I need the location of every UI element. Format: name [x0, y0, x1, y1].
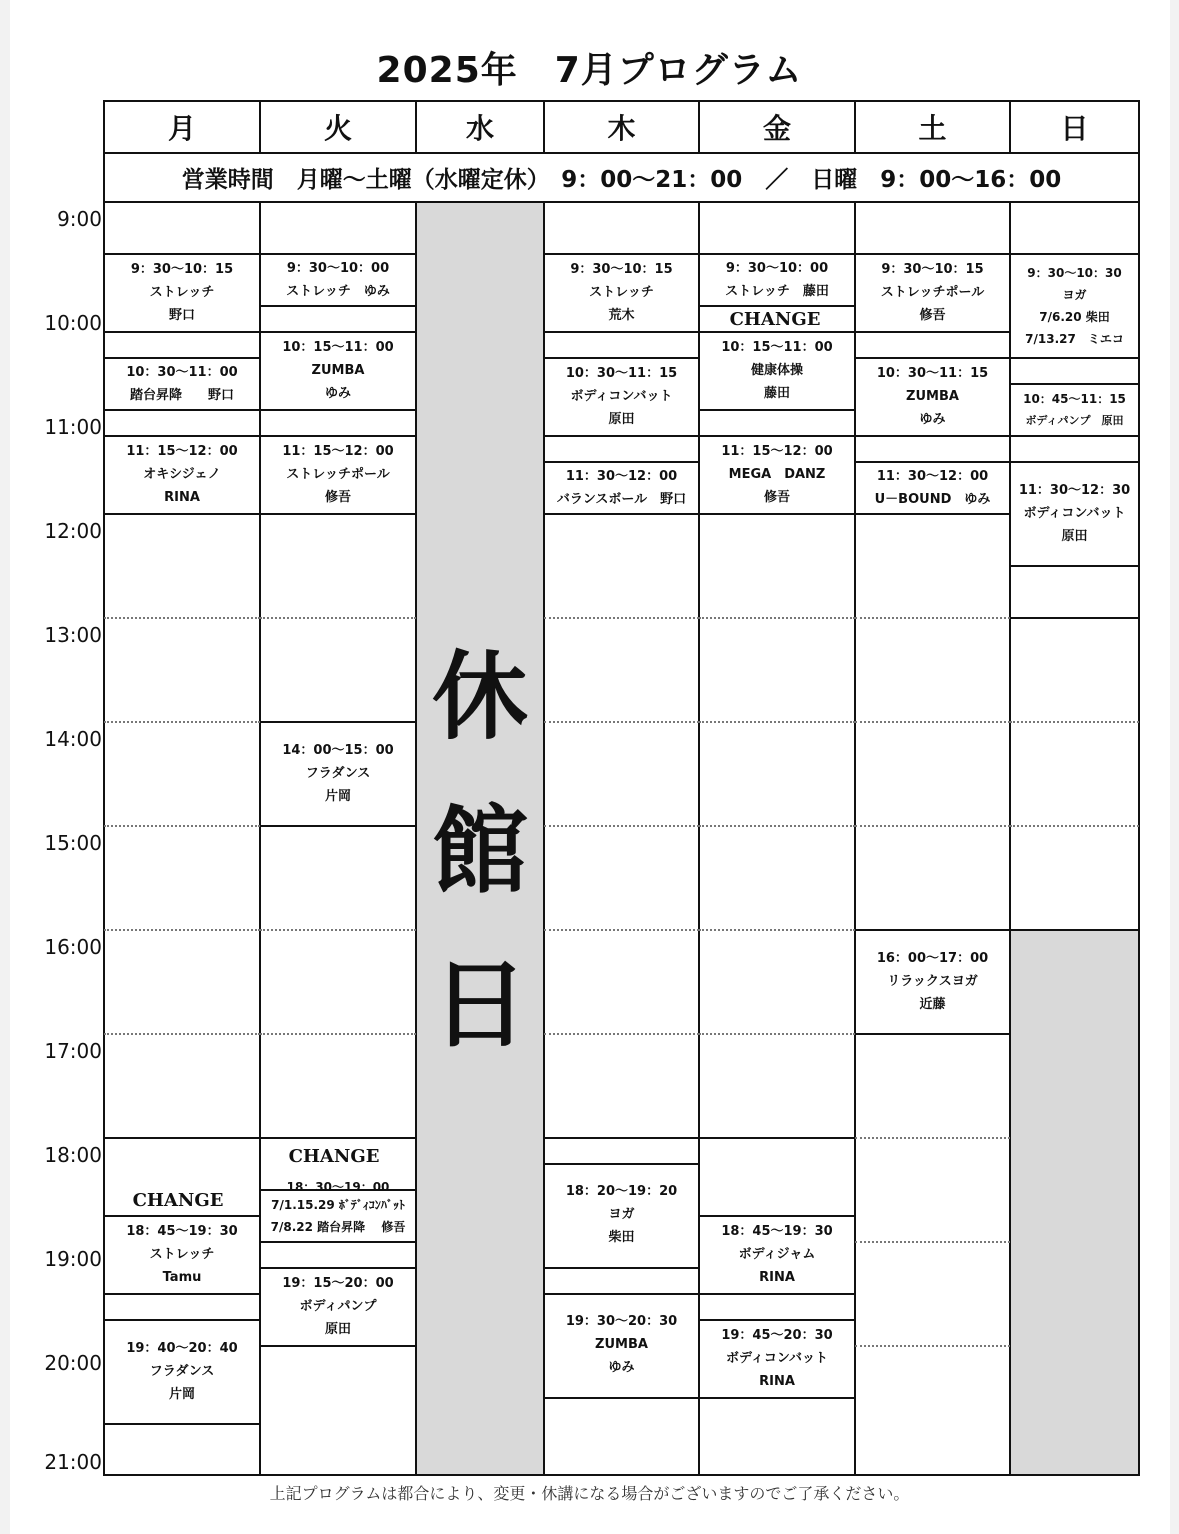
class-time: 11：30～12：00 — [876, 468, 989, 484]
class-name: ストレッチポール — [880, 285, 985, 300]
class-name: ZUMBA — [906, 389, 959, 404]
class-block-sat-2 — [855, 358, 1010, 435]
class-time: 10：15～11：00 — [721, 340, 833, 355]
class-block-tue-3 — [260, 436, 416, 513]
class-block-fri-3 — [699, 436, 855, 513]
closed-char: 館 — [432, 795, 528, 907]
class-time: 18：45～19：30 — [721, 1224, 833, 1239]
class-block-fri-2 — [699, 332, 855, 409]
class-instructor: 荒木 — [608, 308, 635, 323]
class-block-tue-4 — [260, 722, 416, 825]
time-label: 10:00 — [44, 311, 102, 335]
change-label: CHANGE — [132, 1190, 224, 1211]
class-time: 18：20～19：20 — [565, 1184, 678, 1199]
class-instructor: 原田 — [1061, 529, 1088, 544]
class-name: ボディコンバット — [725, 1351, 829, 1366]
class-block-mon-3 — [104, 436, 260, 513]
change-label: CHANGE — [729, 309, 821, 330]
time-label: 13:00 — [44, 623, 102, 647]
class-block-mon-1 — [104, 254, 260, 331]
class-block-sun-1 — [1010, 254, 1139, 357]
class-name: MEGA DANZ — [728, 467, 826, 482]
class-block-mon-2 — [104, 358, 260, 409]
class-time: 11：15～12：00 — [126, 444, 238, 459]
class-time: 10：30～11：15 — [876, 366, 989, 381]
class-time: 9：30～10：30 — [1027, 265, 1122, 280]
class-name: 健康体操 — [750, 363, 803, 378]
class-name: フラダンス — [149, 1364, 215, 1379]
footnote: 上記プログラムは都合により、変更・休講になる場合がございますのでご了承ください。 — [269, 1484, 910, 1503]
sunday-closed-area — [1011, 930, 1138, 1475]
class-instructor: ゆみ — [919, 412, 946, 427]
class-name: ストレッチ 藤田 — [725, 283, 829, 299]
class-instructor: Tamu — [162, 1270, 202, 1285]
class-time: 11：15～12：00 — [721, 444, 833, 459]
class-time: 19：45～20：30 — [721, 1328, 833, 1343]
class-name: ストレッチポール — [286, 467, 390, 482]
class-name: ボディパンプ 原田 — [1025, 413, 1124, 427]
class-time: 9：30～10：00 — [725, 260, 829, 276]
day-header-fri: 金 — [762, 112, 791, 145]
class-name: 踏台昇降 野口 — [129, 387, 234, 403]
class-block-thu-2 — [544, 358, 699, 435]
class-instructor: 野口 — [168, 308, 195, 323]
time-label: 11:00 — [44, 415, 102, 439]
class-instructor: ゆみ — [608, 1360, 635, 1375]
class-block-sat-1 — [855, 254, 1010, 331]
class-block-mon-5 — [104, 1320, 260, 1423]
class-time: 11：30～12：00 — [565, 468, 678, 484]
class-block-thu-3 — [544, 462, 699, 513]
closed-day-label — [418, 620, 542, 1082]
class-note: 7/6.20 柴田 — [1039, 309, 1110, 324]
time-label: 16:00 — [44, 935, 102, 959]
class-block-tue-5 — [260, 1190, 416, 1241]
class-time: 11：30～12：30 — [1018, 483, 1131, 498]
class-instructor: 修吾 — [324, 490, 351, 505]
class-time: 19：40～20：40 — [126, 1341, 238, 1356]
class-name: フラダンス — [305, 766, 371, 781]
closed-char: 休 — [432, 641, 528, 753]
class-time: 10：45～11：15 — [1023, 391, 1126, 406]
class-note: 7/1.15.29 ﾎﾞﾃﾞｨｺﾝﾊﾞｯﾄ — [271, 1197, 405, 1212]
class-name: オキシジェノ — [143, 467, 221, 482]
time-label: 15:00 — [44, 831, 102, 855]
class-time: 10：15～11：00 — [282, 340, 394, 355]
closed-char: 日 — [432, 949, 528, 1061]
class-block-fri-5 — [699, 1320, 855, 1397]
day-header-wed: 水 — [465, 112, 494, 145]
day-header-sat: 土 — [918, 112, 947, 145]
time-label: 12:00 — [44, 519, 102, 543]
class-block-tue-2 — [260, 332, 416, 409]
class-instructor: 柴田 — [608, 1230, 635, 1245]
class-time-partial: 18：30～19：00 — [286, 1180, 390, 1190]
class-name: リラックスヨガ — [887, 974, 978, 989]
class-instructor: 近藤 — [919, 997, 946, 1012]
class-block-mon-4 — [104, 1216, 260, 1293]
change-label: CHANGE — [288, 1146, 380, 1167]
class-instructor: 原田 — [324, 1322, 351, 1337]
page-title: 2025年 7月プログラム — [376, 50, 803, 91]
class-instructor: 片岡 — [168, 1387, 195, 1402]
class-name: ボディコンバット — [1023, 506, 1126, 521]
class-name: ストレッチ — [149, 1247, 215, 1262]
class-block-thu-1 — [544, 254, 699, 331]
class-time: 18：45～19：30 — [126, 1224, 238, 1239]
class-block-fri-1 — [699, 254, 855, 305]
class-time: 19：15～20：00 — [282, 1276, 394, 1291]
class-instructor: 片岡 — [324, 789, 351, 804]
class-name: U－BOUND ゆみ — [874, 491, 991, 507]
class-block-sat-3 — [855, 462, 1010, 513]
class-instructor: RINA — [164, 490, 200, 505]
class-instructor: 藤田 — [763, 386, 790, 401]
time-label: 9:00 — [57, 207, 102, 231]
day-header-tue: 火 — [323, 112, 352, 145]
class-name: ストレッチ ゆみ — [286, 283, 390, 299]
class-instructor: 修吾 — [763, 490, 790, 505]
class-time: 10：30～11：15 — [565, 366, 678, 381]
class-block-tue-1 — [260, 254, 416, 305]
class-instructor: RINA — [759, 1270, 795, 1285]
class-name: ヨガ — [608, 1207, 635, 1222]
class-instructor: RINA — [759, 1374, 795, 1389]
class-name: ボディコンバット — [570, 389, 673, 404]
day-header-thu: 木 — [607, 112, 636, 145]
day-header-mon: 月 — [167, 112, 196, 145]
class-block-sun-2 — [1010, 384, 1139, 435]
class-name: ヨガ — [1062, 287, 1087, 302]
class-time: 9：30～10：15 — [570, 262, 673, 277]
time-label: 20:00 — [44, 1351, 102, 1375]
class-time: 10：30～11：00 — [126, 364, 238, 380]
class-block-tue-6 — [260, 1268, 416, 1345]
time-label: 17:00 — [44, 1039, 102, 1063]
class-name: ボディパンプ — [299, 1299, 377, 1314]
day-header-sun: 日 — [1060, 112, 1089, 145]
class-name: ストレッチ — [589, 285, 654, 300]
class-name: バランスボール 野口 — [556, 491, 687, 507]
class-time: 9：30～10：15 — [881, 262, 984, 277]
class-name: ボディジャム — [738, 1247, 816, 1262]
class-block-fri-4 — [699, 1216, 855, 1293]
class-block-sun-3 — [1010, 462, 1139, 565]
class-time: 19：30～20：30 — [565, 1314, 678, 1329]
time-label: 18:00 — [44, 1143, 102, 1167]
class-instructor: ゆみ — [324, 386, 351, 401]
class-block-sat-4 — [855, 930, 1010, 1033]
time-label: 21:00 — [44, 1450, 102, 1474]
class-name: ZUMBA — [311, 363, 365, 378]
class-name: ZUMBA — [595, 1337, 648, 1352]
class-note: 7/13.27 ミエコ — [1025, 331, 1124, 346]
class-block-thu-5 — [544, 1294, 699, 1413]
time-label: 19:00 — [44, 1247, 102, 1271]
class-note: 7/8.22 踏台昇降 修吾 — [270, 1219, 406, 1234]
class-time: 11：15～12：00 — [282, 444, 394, 459]
class-block-thu-4 — [544, 1164, 699, 1283]
time-label: 14:00 — [44, 727, 102, 751]
class-time: 16：00～17：00 — [876, 951, 989, 966]
business-hours: 営業時間 月曜～土曜（水曜定休） 9：00～21：00 ／ 日曜 9：00～16：00 — [181, 166, 1062, 193]
class-time: 14：00～15：00 — [282, 743, 394, 758]
class-time: 9：30～10：00 — [286, 260, 390, 276]
class-instructor: 修吾 — [919, 308, 946, 323]
class-time: 9：30～10：15 — [130, 262, 234, 277]
class-name: ストレッチ — [149, 285, 215, 300]
class-instructor: 原田 — [608, 412, 635, 427]
